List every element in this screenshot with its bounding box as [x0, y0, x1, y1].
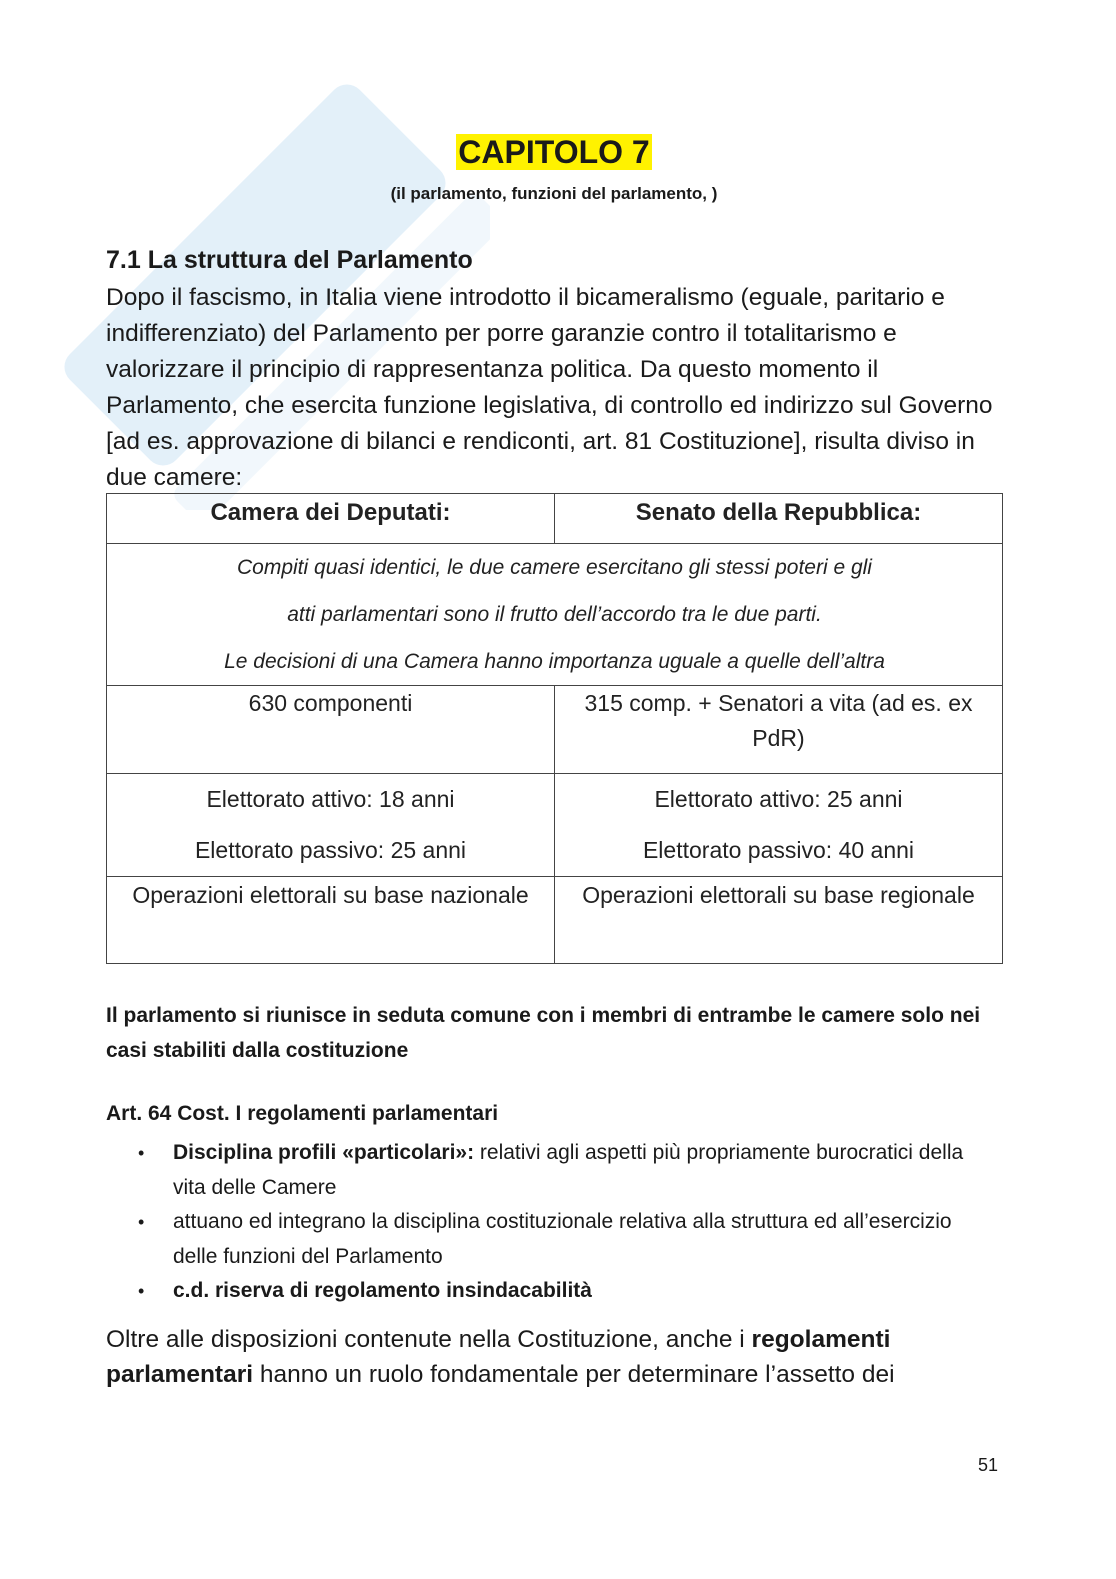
section-heading: 7.1 La struttura del Parlamento — [106, 246, 473, 274]
senato-componenti: 315 comp. + Senatori a vita (ad es. ex PdR) — [555, 686, 1003, 774]
bullet-icon: • — [138, 1212, 145, 1232]
header-senato: Senato della Repubblica: — [555, 494, 1003, 544]
camera-elettorato: Elettorato attivo: 18 anni Elettorato passivo: 25 anni — [107, 774, 555, 877]
bullet-icon: • — [138, 1143, 145, 1163]
chapter-subtitle: (il parlamento, funzioni del parlamento, ) — [390, 184, 718, 203]
senato-elettorato: Elettorato attivo: 25 anni Elettorato passivo: 40 anni — [555, 774, 1003, 877]
article-bullet-list — [106, 1136, 986, 1309]
article-heading: Art. 64 Cost. I regolamenti parlamentari — [106, 1102, 499, 1125]
intro-paragraph: Dopo il fascismo, in Italia viene introdotto il bicameralismo (eguale, paritario e indifferenziato) del Parlamento per porre garanzie contro il totalitarismo e valorizzare il principio di rappresentanza politica. Da questo momento il Parlamento, che esercita funzione legislativa, di controllo ed indirizzo sul Governo [ad es. approvazione di bilanci e rendiconti, art. 81 Costituzione], risulta diviso in due camere: — [106, 284, 993, 491]
camera-componenti: 630 componenti — [107, 686, 555, 774]
table-row-shared — [107, 544, 1003, 686]
seduta-comune-note: Il parlamento si riunisce in seduta comune con i membri di entrambe le camere solo nei casi stabiliti dalla costituzione — [106, 1004, 981, 1062]
page-number: 51 — [978, 1455, 999, 1475]
list-item: • attuano ed integrano la disciplina costituzionale relativa alla struttura ed all’esercizio delle funzioni del Parlamento — [106, 1205, 986, 1274]
camera-operazioni: Operazioni elettorali su base nazionale — [107, 877, 555, 964]
bullet-icon: • — [138, 1281, 145, 1301]
shared-note-cell: Compiti quasi identici, le due camere esercitano gli stessi poteri e gli atti parlamentari sono il frutto dell’accordo tra le due parti. Le decisioni di una Camera hanno importanza uguale a quelle dell’altra — [107, 544, 1003, 686]
senato-operazioni: Operazioni elettorali su base regionale — [555, 877, 1003, 964]
list-item: • c.d. riserva di regolamento insindacabilità — [106, 1274, 986, 1309]
table-row-componenti — [107, 686, 1003, 774]
table-header-row — [107, 494, 1003, 544]
table-row-elettorato — [107, 774, 1003, 877]
header-camera: Camera dei Deputati: — [107, 494, 555, 544]
closing-paragraph: Oltre alle disposizioni contenute nella Costituzione, anche i regolamenti parlamentari hanno un ruolo fondamentale per determinare l’assetto dei — [106, 1326, 895, 1388]
list-item: • Disciplina profili «particolari»: relativi agli aspetti più propriamente burocratici della vita delle Camere — [106, 1136, 986, 1205]
table-row-operazioni — [107, 877, 1003, 964]
parliament-comparison-table — [106, 493, 1003, 964]
chapter-title: CAPITOLO 7 — [458, 134, 650, 170]
